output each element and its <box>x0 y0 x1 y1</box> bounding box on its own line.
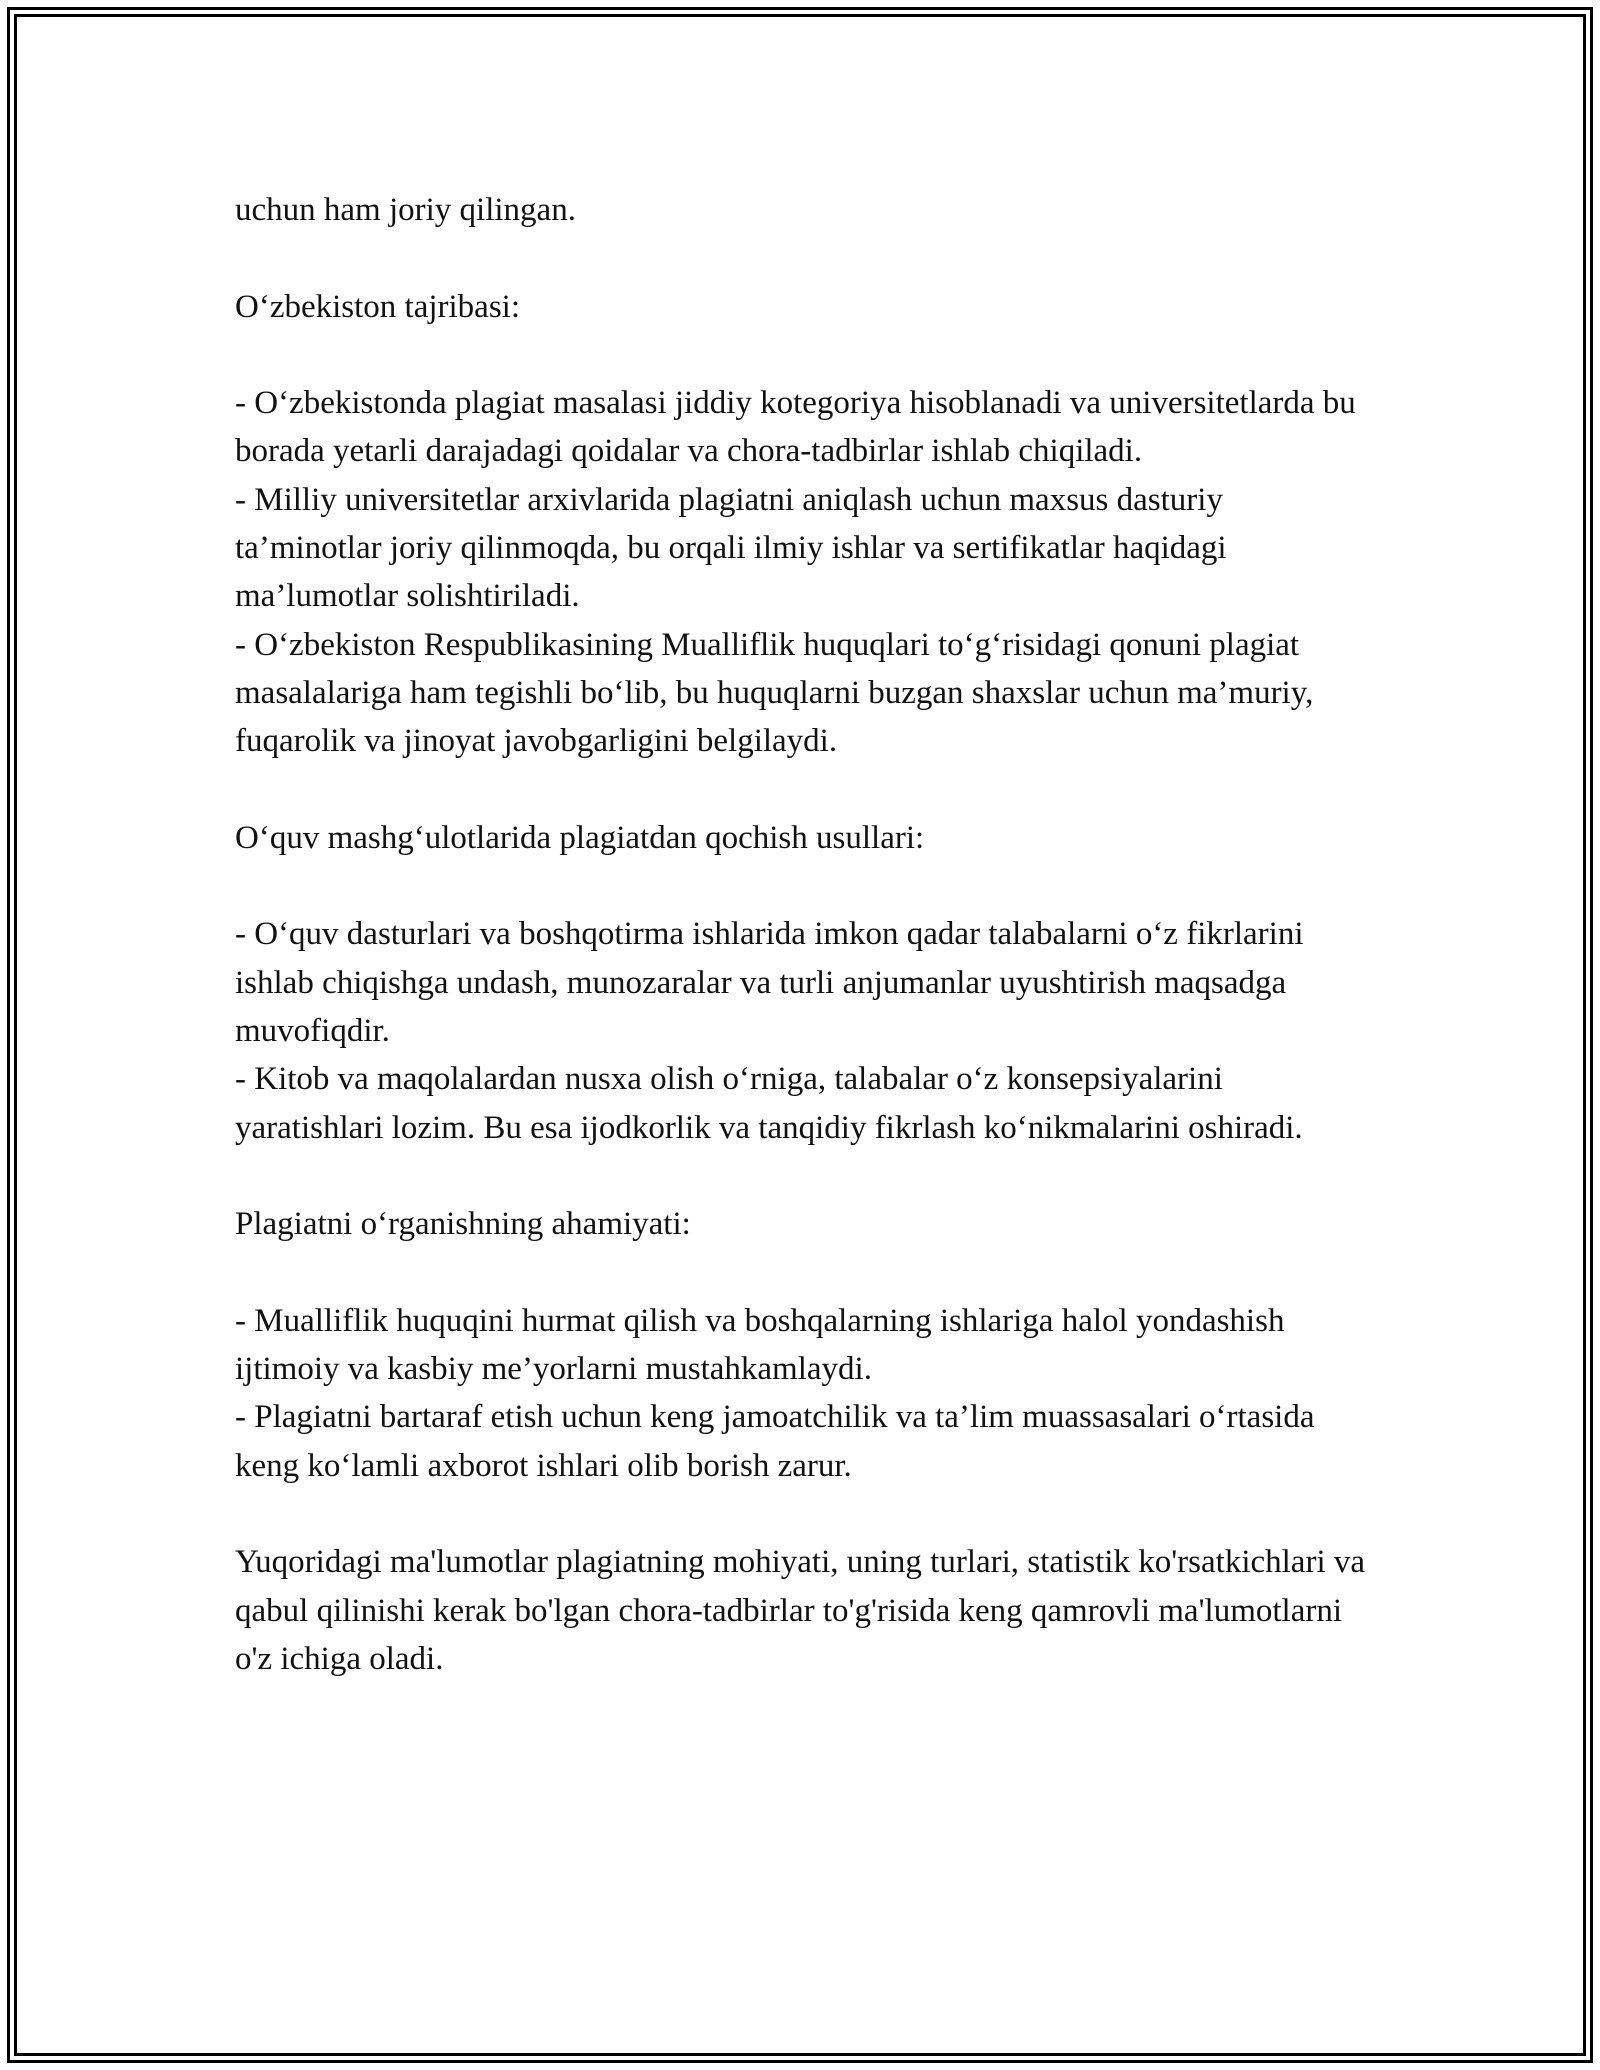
paragraph-spacer <box>235 331 1375 379</box>
list-item: - Kitob va maqolalardan nusxa olish o‘rniga, talabalar o‘z konsepsiyalarini yaratishlari lozim. Bu esa ijodkorlik va tanqidiy fikrlash ko‘nikmalarini oshiradi. <box>235 1061 1303 1146</box>
conclusion-paragraph: Yuqoridagi ma'lumotlar plagiatning mohiyati, uning turlari, statistik ko'rsatkichlari va qabul qilinishi kerak bo'lgan chora-tadbirlar to'g'risida keng qamrovli ma'lumotlarni o'z ichiga oladi. <box>235 1544 1366 1677</box>
paragraph-spacer <box>235 1249 1375 1297</box>
paragraph-spacer <box>235 234 1375 282</box>
paragraph-spacer <box>235 766 1375 814</box>
list-item: - Milliy universitetlar arxivlarida plagiatni aniqlash uchun maxsus dasturiy ta’minotlar joriy qilinmoqda, bu orqali ilmiy ishlar va sertifikatlar haqidagi ma’lumotlar solishtiriladi. <box>235 481 1227 615</box>
list-item: - O‘zbekiston Respublikasining Mualliflik huquqlari to‘g‘risidagi qonuni plagiat masalalariga ham tegishli bo‘lib, bu huquqlarni buzgan shaxslar uchun ma’muriy, fuqarolik va jinoyat javobgarligini belgilaydi. <box>235 626 1314 760</box>
list-item: - O‘zbekistonda plagiat masalasi jiddiy kotegoriya hisoblanadi va universitetlarda bu borada yetarli darajadagi qoidalar va chora-tadbirlar ishlab chiqiladi. <box>235 385 1356 470</box>
paragraph-spacer <box>235 1490 1375 1538</box>
paragraph-spacer <box>235 862 1375 910</box>
intro-tail-paragraph: uchun ham joriy qilingan. <box>235 192 576 228</box>
list-item: - Plagiatni bartaraf etish uchun keng jamoatchilik va ta’lim muassasalari o‘rtasida keng ko‘lamli axborot ishlari olib borish zarur. <box>235 1399 1315 1484</box>
paragraph-spacer <box>235 1152 1375 1200</box>
experience-heading: O‘zbekiston tajribasi: <box>235 288 521 325</box>
document-body <box>235 186 1375 1683</box>
list-item: - O‘quv dasturlari va boshqotirma ishlarida imkon qadar talabalarni o‘z fikrlarini ishlab chiqishga undash, munozaralar va turli anjumanlar uyushtirish maqsadga muvofiqdir. <box>235 916 1304 1050</box>
methods-heading: O‘quv mashg‘ulotlarida plagiatdan qochish usullari: <box>235 819 925 856</box>
list-item: - Mualliflik huquqini hurmat qilish va boshqalarning ishlariga halol yondashish ijtimoiy va kasbiy me’yorlarni mustahkamlaydi. <box>235 1302 1285 1388</box>
importance-heading: Plagiatni o‘rganishning ahamiyati: <box>235 1206 691 1243</box>
